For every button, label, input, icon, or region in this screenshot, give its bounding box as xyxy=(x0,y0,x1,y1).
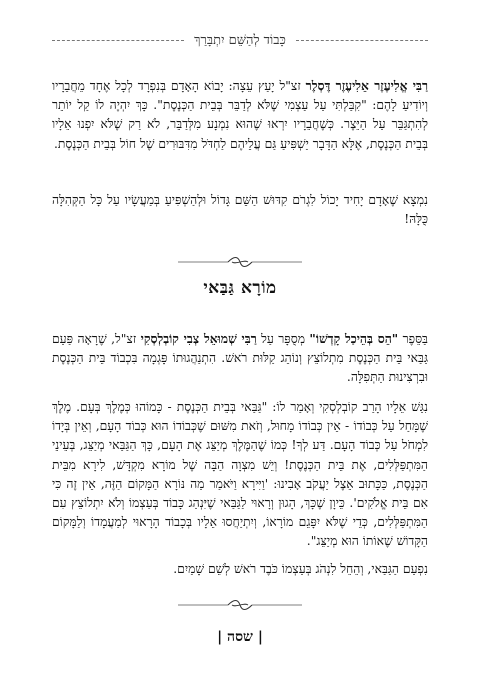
paragraph-conclusion: נִמְצָא שֶׁאָדָם יָחִיד יָכוֹל לִגְרֹם קִדּוּשׁ הַשֵּׁם גָּדוֹל וּלְהַשְׁפִּיעַ בְּמַעֲשָׂיו עַל כָּל הַקְּהִלָּה כֻּלָּהּ! xyxy=(52,193,428,227)
story-intro-rest: זצ"ל, שֶׁרָאָה פַּעַם גַּבַּאי בֵּית הַכְּנֶסֶת מִתְלוֹצֵץ וְנוֹהֵג קַלּוּת רֹאשׁ. הִתְנַהֲגוּתוֹ פָּגְמָה בִּכְבוֹד בֵּית הַכְּנֶסֶת וּבִרְצִינוּת הַתְּפִלָּה. xyxy=(52,332,428,385)
paragraph-rabbi-speech: נִגַּשׁ אֵלָיו הָרַב קוֹבְלְסְקִי וְאָמַר לוֹ: "גַּבַּאי בְּבֵית הַכְּנֶסֶת - כָּמוֹהוּ כְּמֶלֶךְ בְּעָם. מֶלֶךְ שֶׁמָּחַל עַל כְּבוֹדוֹ - אֵין כְּבוֹדוֹ מָחוּל, וְזֹאת מִשּׁוּם שֶׁכְּבוֹדוֹ הוּא כְּבוֹד הָעָם, וְאֵין בְּיָדוֹ לִמְחֹל עַל כְּבוֹד הָעָם. דַּע לְךָ! כְּמוֹ שֶׁהַמֶּלֶךְ מְיַצֵּג אֶת הָעָם, כָּךְ הַגַּבַּאי מְיַצֵּג, בְּעֵינֵי הַמִּתְפַּלְּלִים, אֶת בֵּית הַכְּנֶסֶת! וְיֵשׁ מִצְוָה הַבָּה שֶׁל מוֹרָא מִקְדָּשׁ, לִירָא מִבֵּית הַכְּנֶסֶת, כַּכָּתוּב אֵצֶל יַעֲקֹב אָבִינוּ: 'וַיִּירָא וַיֹּאמַר מַה נּוֹרָא הַמָּקוֹם הַזֶּה, אֵין זֶה כִּי אִם בֵּית אֱלֹקִים'. כֵּיוָן שֶׁכָּךְ, הָגוּן וְרָאוּי לַגַּבַּאי שֶׁיִּנְהַג כָּבוֹד בְּעַצְמוֹ וְלֹא יִתְלוֹצֵץ עִם הַמִּתְפַּלְּלִים, כְּדֵי שֶׁלֹּא יִפָּגֵם מוֹרָאוֹ, וְיִתְיַחֲסוּ אֵלָיו בְּכָבוֹד הָרָאוּי לְמַעֲמָדוֹ וְלַמָּקוֹם הַקָּדוֹשׁ שֶׁאוֹתוֹ הוּא מְיַצֵּג". xyxy=(52,400,428,549)
header-rule-left xyxy=(52,40,184,41)
running-title: כָּבוֹד לְהַשֵּׁם יִתְבָּרַךְ xyxy=(194,33,286,48)
ornament-divider-bottom xyxy=(176,597,304,613)
rabbi-name-dessler: רַבִּי אֱלִיעֶזֶר אֵלִיעֶזֶר דֶּסְלֶר xyxy=(305,78,428,93)
paragraph-story-intro xyxy=(52,329,428,388)
paragraph-dessler-body: זצ"ל יָעַץ עֵצָה: יָבוֹא הָאָדָם בְּנִפְרָד לְכָל אֶחָד מֵחֲבֵרָיו וְיוֹדִיעַ לָהֶם: "קִבַּלְתִּי עַל עַצְמִי שֶׁלֹּא לְדַבֵּר בְּבֵית הַכְּנֶסֶת". כָּךְ יִהְיֶה לוֹ קַל יוֹתֵר לְהִתְגַּבֵּר עַל הַיֵּצֶר. כְּשֶׁחֲבֵרָיו יִרְאוּ שֶׁהוּא נִמְנָע מִלְּדַבֵּר, לֹא רַק שֶׁלֹּא יִפְנוּ אֵלָיו בְּבֵית הַכְּנֶסֶת, אֶלָּא הַדָּבָר יַשְׁפִּיעַ גַּם עֲלֵיהֶם לַחְדֹּל מִדִּבּוּרִים שֶׁל חוֹל בְּבֵית הַכְּנֶסֶת. xyxy=(52,79,428,151)
book-title: "הֵס בְּהֵיכַל קָדְשׁוֹ" xyxy=(309,331,399,346)
section-title: מוֹרָא גַּבַּאי xyxy=(203,278,277,298)
paragraph-dessler-advice xyxy=(52,76,428,154)
running-header xyxy=(52,30,428,50)
header-rule-right xyxy=(296,40,428,41)
middle-text: מְסֻפָּר עַל xyxy=(256,332,310,346)
rabbi-name-kovalsky: רַבִּי שְׁמוּאֵל צְבִי קוֹבְלְסְקִי xyxy=(140,331,257,346)
intro-text: בַּסֵּפֶר xyxy=(398,332,428,346)
page-number: | שסה | xyxy=(217,629,263,645)
paragraph-outcome: נִפְעַם הַגַּבַּאי, וְהֵחֵל לִנְהֹג בְּעַצְמוֹ כֹּבֶד רֹאשׁ לְשֵׁם שָׁמַיִם. xyxy=(173,562,428,576)
ornament-divider xyxy=(176,254,304,270)
